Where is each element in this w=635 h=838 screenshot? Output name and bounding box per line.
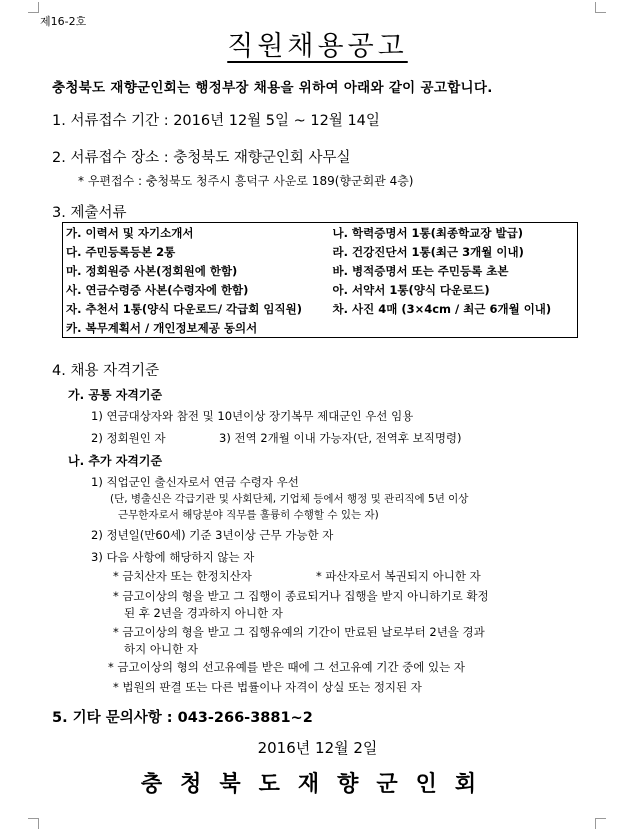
doc-item bbox=[330, 318, 578, 338]
section-3-heading: 3. 제출서류 bbox=[52, 205, 127, 221]
common-criteria-1: 1) 연금대상자와 참전 및 10년이상 장기복무 제대군인 우선 임용 bbox=[91, 409, 414, 423]
additional-criteria-title: 나. 추가 자격기준 bbox=[68, 454, 163, 468]
doc-item: 가. 이력서 및 자기소개서 bbox=[66, 225, 194, 240]
additional-criteria-1-note-cont: 근무한자로서 해당분야 직무를 훌륭히 수행할 수 있는 자) bbox=[118, 509, 379, 521]
corner-mark-bottom-left bbox=[28, 818, 39, 829]
additional-criteria-1-note: (단, 병출신은 각급기관 및 사회단체, 기업체 등에서 행정 및 관리직에 5년 이상 bbox=[110, 493, 469, 505]
common-criteria-2: 2) 정회원인 자 bbox=[91, 431, 166, 445]
section-4-heading: 4. 채용 자격기준 bbox=[52, 363, 160, 379]
table-row bbox=[63, 223, 578, 243]
exclusion-item: * 금고이상의 형을 받고 그 집행유예의 기간이 만료된 날로부터 2년을 경과 bbox=[113, 625, 485, 639]
section-1-heading: 1. 서류접수 기간 : 2016년 12월 5일 ~ 12월 14일 bbox=[52, 113, 380, 129]
table-row bbox=[63, 299, 578, 318]
intro-text: 충청북도 재향군인회는 행정부장 채용을 위하여 아래와 같이 공고합니다. bbox=[52, 80, 493, 96]
doc-item: 라. 건강진단서 1통(최근 3개월 이내) bbox=[332, 244, 524, 259]
section-2-heading: 2. 서류접수 장소 : 충청북도 재향군인회 사무실 bbox=[52, 150, 351, 166]
doc-item: 나. 학력증명서 1통(최종학교장 발급) bbox=[332, 225, 523, 240]
organization-name: 충청북도재향군인회 bbox=[140, 771, 495, 797]
doc-item: 차. 사진 4매 (3×4cm / 최근 6개월 이내) bbox=[332, 301, 552, 316]
document-number: 제16-2호 bbox=[40, 15, 87, 28]
corner-mark-bottom-right bbox=[595, 818, 606, 829]
doc-item: 카. 복무계획서 / 개인정보제공 동의서 bbox=[66, 320, 258, 335]
additional-criteria-1: 1) 직업군인 출신자로서 연금 수령자 우선 bbox=[91, 475, 299, 489]
exclusion-item: * 금고이상의 형을 받고 그 집행이 종료되거나 집행을 받지 아니하기로 확정 bbox=[113, 589, 489, 603]
exclusion-item-cont: 된 후 2년을 경과하지 아니한 자 bbox=[124, 606, 283, 620]
doc-item: 자. 추천서 1통(양식 다운로드/ 각급회 임직원) bbox=[66, 301, 302, 316]
exclusion-item: * 파산자로서 복권되지 아니한 자 bbox=[316, 569, 481, 583]
page-title: 직원채용공고 bbox=[227, 31, 408, 62]
corner-mark-top-left bbox=[28, 2, 39, 13]
corner-mark-top-right bbox=[595, 2, 606, 13]
table-row bbox=[63, 261, 578, 280]
doc-item: 아. 서약서 1통(양식 다운로드) bbox=[332, 282, 490, 297]
table-row bbox=[63, 318, 578, 338]
section-5-heading: 5. 기타 문의사항 : 043-266-3881~2 bbox=[52, 710, 313, 726]
exclusion-item-cont: 하지 아니한 자 bbox=[124, 642, 198, 656]
exclusion-item: * 금고이상의 형의 선고유예를 받은 때에 그 선고유예 기간 중에 있는 자 bbox=[108, 660, 466, 674]
announcement-date: 2016년 12월 2일 bbox=[257, 739, 378, 757]
documents-table bbox=[62, 222, 578, 338]
table-row bbox=[63, 242, 578, 261]
doc-item: 다. 주민등록등본 2통 bbox=[66, 244, 176, 259]
mail-note: * 우편접수 : 충청북도 청주시 흥덕구 사운로 189(향군회관 4층) bbox=[78, 174, 414, 188]
additional-criteria-2: 2) 정년일(만60세) 기준 3년이상 근무 가능한 자 bbox=[91, 528, 334, 542]
common-criteria-3: 3) 전역 2개월 이내 가능자(단, 전역후 보직명령) bbox=[219, 431, 462, 445]
additional-criteria-3: 3) 다음 사항에 해당하지 않는 자 bbox=[91, 550, 255, 564]
common-criteria-title: 가. 공통 자격기준 bbox=[68, 388, 163, 402]
doc-item: 마. 정회원증 사본(정회원에 한함) bbox=[66, 263, 238, 278]
doc-item: 사. 연금수령증 사본(수령자에 한함) bbox=[66, 282, 249, 297]
table-row bbox=[63, 280, 578, 299]
exclusion-item: * 법원의 판결 또는 다른 법률이나 자격이 상실 또는 정지된 자 bbox=[113, 680, 422, 694]
doc-item: 바. 병적증명서 또는 주민등록 초본 bbox=[332, 263, 509, 278]
exclusion-item: * 금치산자 또는 한정치산자 bbox=[113, 569, 252, 583]
